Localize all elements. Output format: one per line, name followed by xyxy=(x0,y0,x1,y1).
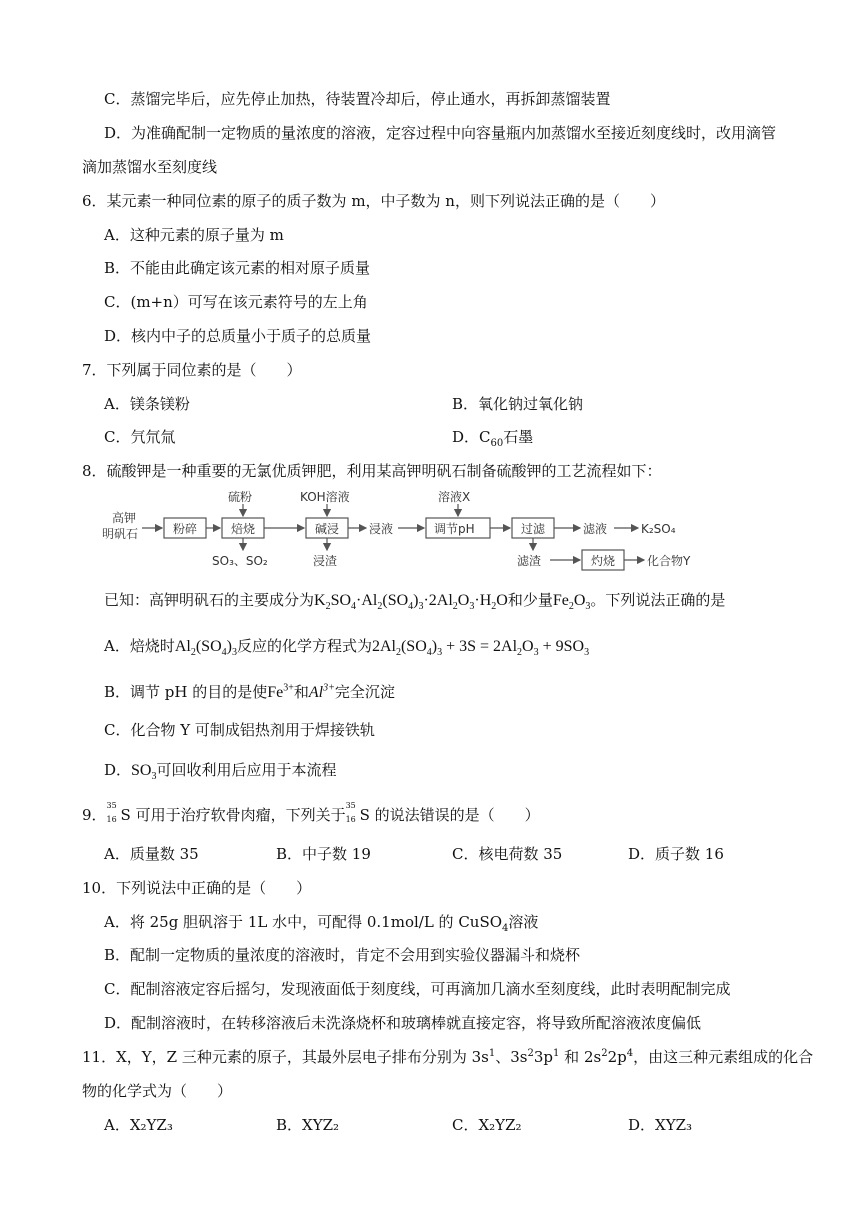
flow-input-koh: KOH溶液 xyxy=(300,490,350,504)
q7-option-b: B．氧化钠过氧化钠 xyxy=(452,395,584,413)
flow-product-k2so4: K₂SO₄ xyxy=(641,522,676,536)
process-flow-diagram xyxy=(100,488,710,572)
flow-box-roast-label: 焙烧 xyxy=(231,522,256,536)
q8-option-b: B．调节 pH 的目的是使$Fe^{3+}$和$Al^{3+}$完全沉淀 xyxy=(104,682,395,701)
equation-roasting: $2Al_2(SO_4)_3 + 3S = 2Al_2O_3 + 9SO_3$ xyxy=(371,638,590,659)
flow-box-calcine-label: 灼烧 xyxy=(591,554,616,568)
q8-option-a: A．焙烧时$Al_2(SO_4)_3$反应的化学方程式为$2Al_2(SO_4)_3 + 3S = 2Al_2O_3 + 9SO_3$ xyxy=(104,637,590,659)
q6-option-d: D．核内中子的总质量小于质子的总质量 xyxy=(104,327,372,345)
q7-option-c: C．氕氘氚 xyxy=(104,428,176,446)
flow-input-sulfur: 硫粉 xyxy=(228,490,253,504)
q9-option-d: D．质子数 16 xyxy=(628,845,724,863)
q9-option-b: B．中子数 19 xyxy=(276,845,371,863)
q10-stem: 10．下列说法中正确的是（ ） xyxy=(82,879,312,897)
q11-stem-line1: 11．X，Y，Z 三种元素的原子，其最外层电子排布分别为 $3s^1$、$3s^23p^1$ 和 $2s^22p^4$，由这三种元素组成的化合 xyxy=(82,1048,814,1066)
ion-fe3: $Fe^{3+}$ xyxy=(267,682,294,701)
q8-known: 已知：高钾明矾石的主要成分为$K_2SO_4\cdot Al_2(SO_4)_3\cdot 2Al_2O_3\cdot H_2O$和少量$Fe_2O_3$。下列说法正确的是 xyxy=(104,591,726,613)
q7-option-a: A．镁条镁粉 xyxy=(104,395,190,413)
formula-alum: $K_2SO_4\cdot Al_2(SO_4)_3\cdot 2Al_2O_3\cdot H_2O$ xyxy=(314,592,508,613)
q6-option-c: C．(m+n）可写在该元素符号的左上角 xyxy=(104,293,368,311)
flow-leachate: 浸液 xyxy=(369,522,394,536)
q7-option-d: D．$C_{60}$石墨 xyxy=(452,428,534,449)
q5-option-d-line2: 滴加蒸馏水至刻度线 xyxy=(82,158,218,176)
q11-option-b: B．XYZ₂ xyxy=(276,1116,340,1134)
flow-box-adjust-ph-label: 调节pH xyxy=(434,522,475,536)
flow-start-line1: 高钾 xyxy=(112,511,137,525)
nuclide-notation: 35 16 xyxy=(345,801,356,824)
flow-box-leach-label: 碱浸 xyxy=(315,522,340,536)
q9-option-a: A．质量数 35 xyxy=(104,845,199,863)
q10-option-c: C．配制溶液定容后摇匀，发现液面低于刻度线，可再滴加几滴水至刻度线，此时表明配制完成 xyxy=(104,980,731,998)
ion-al3: $Al^{3+}$ xyxy=(308,682,335,701)
q10-option-b: B．配制一定物质的量浓度的溶液时，肯定不会用到实验仪器漏斗和烧杯 xyxy=(104,946,581,964)
flow-filtrate: 滤液 xyxy=(583,522,608,536)
q5-option-c: C．蒸馏完毕后，应先停止加热，待装置冷却后，停止通水，再拆卸蒸馏装置 xyxy=(104,90,611,108)
formula-fe2o3: $Fe_2O_3$ xyxy=(552,592,591,613)
q9-stem: 9． 35 16 S 可用于治疗软骨肉瘤，下列关于 35 16 S 的说法错误的是（ ） xyxy=(82,801,540,824)
flow-start-line2: 明矾石 xyxy=(102,527,139,541)
q10-option-a: A．将 25g 胆矾溶于 1L 水中，可配得 0.1mol/L 的 CuSO$_4$溶液 xyxy=(104,913,539,934)
flow-box-crush-label: 粉碎 xyxy=(173,522,198,536)
q8-stem: 8．硫酸钾是一种重要的无氯优质钾肥，利用某高钾明矾石制备硫酸钾的工艺流程如下： xyxy=(82,462,662,480)
flow-output-gases: SO₃、SO₂ xyxy=(212,554,268,568)
q8-option-c: C．化合物 Y 可制成铝热剂用于焊接铁轨 xyxy=(104,721,375,739)
flow-output-slag: 浸渣 xyxy=(313,554,338,568)
nuclide-notation: 35 16 xyxy=(106,801,117,824)
q11-stem-line2: 物的化学式为（ ） xyxy=(82,1082,233,1100)
q9-option-c: C．核电荷数 35 xyxy=(452,845,563,863)
flow-residue: 滤渣 xyxy=(517,554,542,568)
q10-option-d: D．配制溶液时，在转移溶液后未洗涤烧杯和玻璃棒就直接定容，将导致所配溶液浓度偏低 xyxy=(104,1014,702,1032)
flow-product-y: 化合物Y xyxy=(647,554,691,568)
q5-option-d-line1: D．为准确配制一定物质的量浓度的溶液，定容过程中向容量瓶内加蒸馏水至接近刻度线时，改用滴管 xyxy=(104,124,777,142)
q11-option-d: D．XYZ₃ xyxy=(628,1116,693,1134)
formula-so3: $SO_3$ xyxy=(131,762,157,783)
q6-option-a: A．这种元素的原子量为 m xyxy=(104,226,284,244)
q6-stem: 6．某元素一种同位素的原子的质子数为 m，中子数为 n，则下列说法正确的是（ ） xyxy=(82,192,665,210)
formula-al2so43: $Al_2(SO_4)_3$ xyxy=(174,638,237,659)
q11-option-a: A．X₂YZ₃ xyxy=(104,1116,173,1134)
flow-input-solution-x: 溶液X xyxy=(438,490,471,504)
q6-option-b: B．不能由此确定该元素的相对原子质量 xyxy=(104,259,371,277)
q7-stem: 7．下列属于同位素的是（ ） xyxy=(82,361,302,379)
q8-option-d: D．$SO_3$可回收利用后应用于本流程 xyxy=(104,761,337,783)
q11-option-c: C．X₂YZ₂ xyxy=(452,1116,522,1134)
flow-box-filter-label: 过滤 xyxy=(521,522,546,536)
